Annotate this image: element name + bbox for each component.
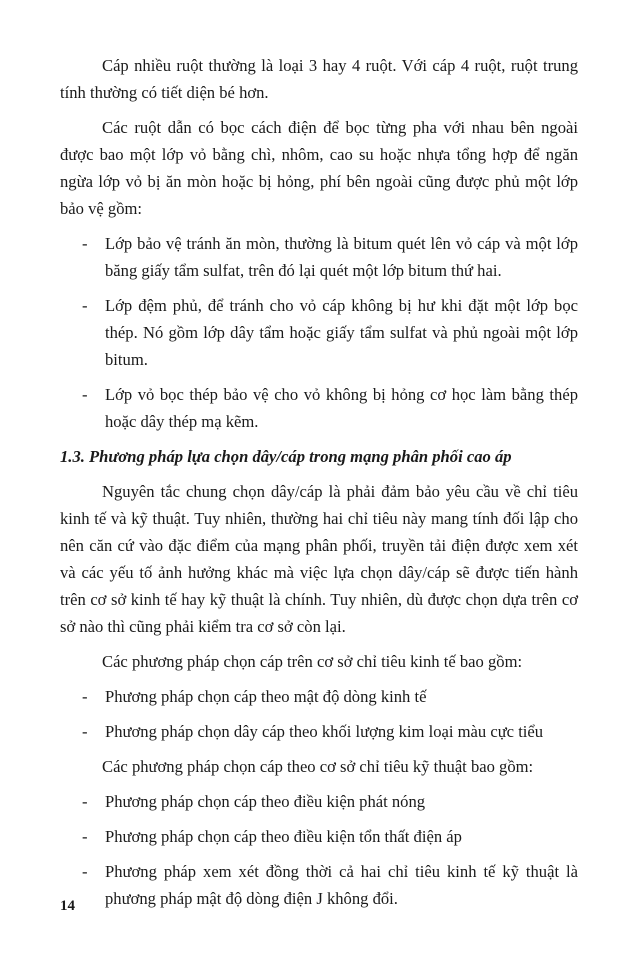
bullet-dash: -	[82, 385, 88, 404]
list-item-text: Lớp đệm phủ, để tránh cho vỏ cáp không bị hư khi đặt một lớp bọc thép. Nó gồm lớp dây tẩm hoặc giấy tẩm sulfat và phủ ngoài một lớp bitum.	[105, 296, 578, 369]
list-item-text: Lớp vỏ bọc thép bảo vệ cho vỏ không bị hỏng cơ học làm bằng thép hoặc dây thép mạ kẽm.	[105, 385, 578, 431]
paragraph-technical-intro: Các phương pháp chọn cáp theo cơ sở chỉ tiêu kỹ thuật bao gồm:	[102, 757, 534, 776]
paragraph-selection-principle: Nguyên tắc chung chọn dây/cáp là phải đảm bảo yêu cầu về chỉ tiêu kinh tế và kỹ thuật. Tuy nhiên, thường hai chỉ tiêu này mang tính đối lập cho nên căn cứ vào đặc điểm của mạng phân phối, truyền tải điện được xem xét và các yếu tố ảnh hưởng khác mà việc lựa chọn dây/cáp sẽ được tiến hành trên cơ sở kinh tế hay kỹ thuật là chính. Tuy nhiên, dù được chọn dựa trên cơ sở nào thì cũng phải kiểm tra cơ sở còn lại.	[60, 482, 578, 636]
bullet-dash: -	[82, 862, 88, 881]
bullet-dash: -	[82, 296, 88, 315]
section-heading: 1.3. Phương pháp lựa chọn dây/cáp trong mạng phân phối cao áp	[60, 447, 512, 466]
bullet-dash: -	[82, 792, 88, 811]
list-item-text: Phương pháp chọn dây cáp theo khối lượng kim loại màu cực tiểu	[105, 722, 544, 741]
list-item-economic-current-density	[60, 683, 578, 710]
list-item-steel-armor	[60, 381, 578, 435]
list-item-text: Phương pháp chọn cáp theo mật độ dòng kinh tế	[105, 687, 427, 706]
list-item-corrosion-layer	[60, 230, 578, 284]
paragraph-insulation: Các ruột dẫn có bọc cách điện để bọc từng pha với nhau bên ngoài được bao một lớp vỏ bằng chì, nhôm, cao su hoặc nhựa tổng hợp để ngăn ngừa lớp vỏ bị ăn mòn hoặc bị hỏng, phí bên ngoài cũng được phủ một lớp bảo vệ gồm:	[60, 118, 578, 218]
list-item-technical-heating	[60, 788, 578, 815]
list-item-technical-constant-density	[60, 858, 578, 912]
list-item-economic-min-metal	[60, 718, 578, 745]
bullet-dash: -	[82, 722, 88, 741]
paragraph-economic-intro: Các phương pháp chọn cáp trên cơ sở chỉ tiêu kinh tế bao gồm:	[102, 652, 523, 671]
page-number: 14	[60, 898, 75, 914]
bullet-dash: -	[82, 827, 88, 846]
paragraph-multicore-cable: Cáp nhiều ruột thường là loại 3 hay 4 ruột. Với cáp 4 ruột, ruột trung tính thường có tiết diện bé hơn.	[60, 56, 578, 102]
list-item-text: Lớp bảo vệ tránh ăn mòn, thường là bitum quét lên vỏ cáp và một lớp băng giấy tẩm sulfat, trên đó lại quét một lớp bitum thứ hai.	[105, 234, 578, 280]
list-item-text: Phương pháp xem xét đồng thời cả hai chỉ tiêu kinh tế kỹ thuật là phương pháp mật độ dòng điện J không đổi.	[105, 862, 578, 908]
bullet-dash: -	[82, 234, 88, 253]
list-item-padding-layer	[60, 292, 578, 373]
list-item-text: Phương pháp chọn cáp theo điều kiện tổn thất điện áp	[105, 827, 462, 846]
list-item-text: Phương pháp chọn cáp theo điều kiện phát nóng	[105, 792, 426, 811]
list-item-technical-voltage-loss	[60, 823, 578, 850]
bullet-dash: -	[82, 687, 88, 706]
page-body	[60, 52, 578, 920]
